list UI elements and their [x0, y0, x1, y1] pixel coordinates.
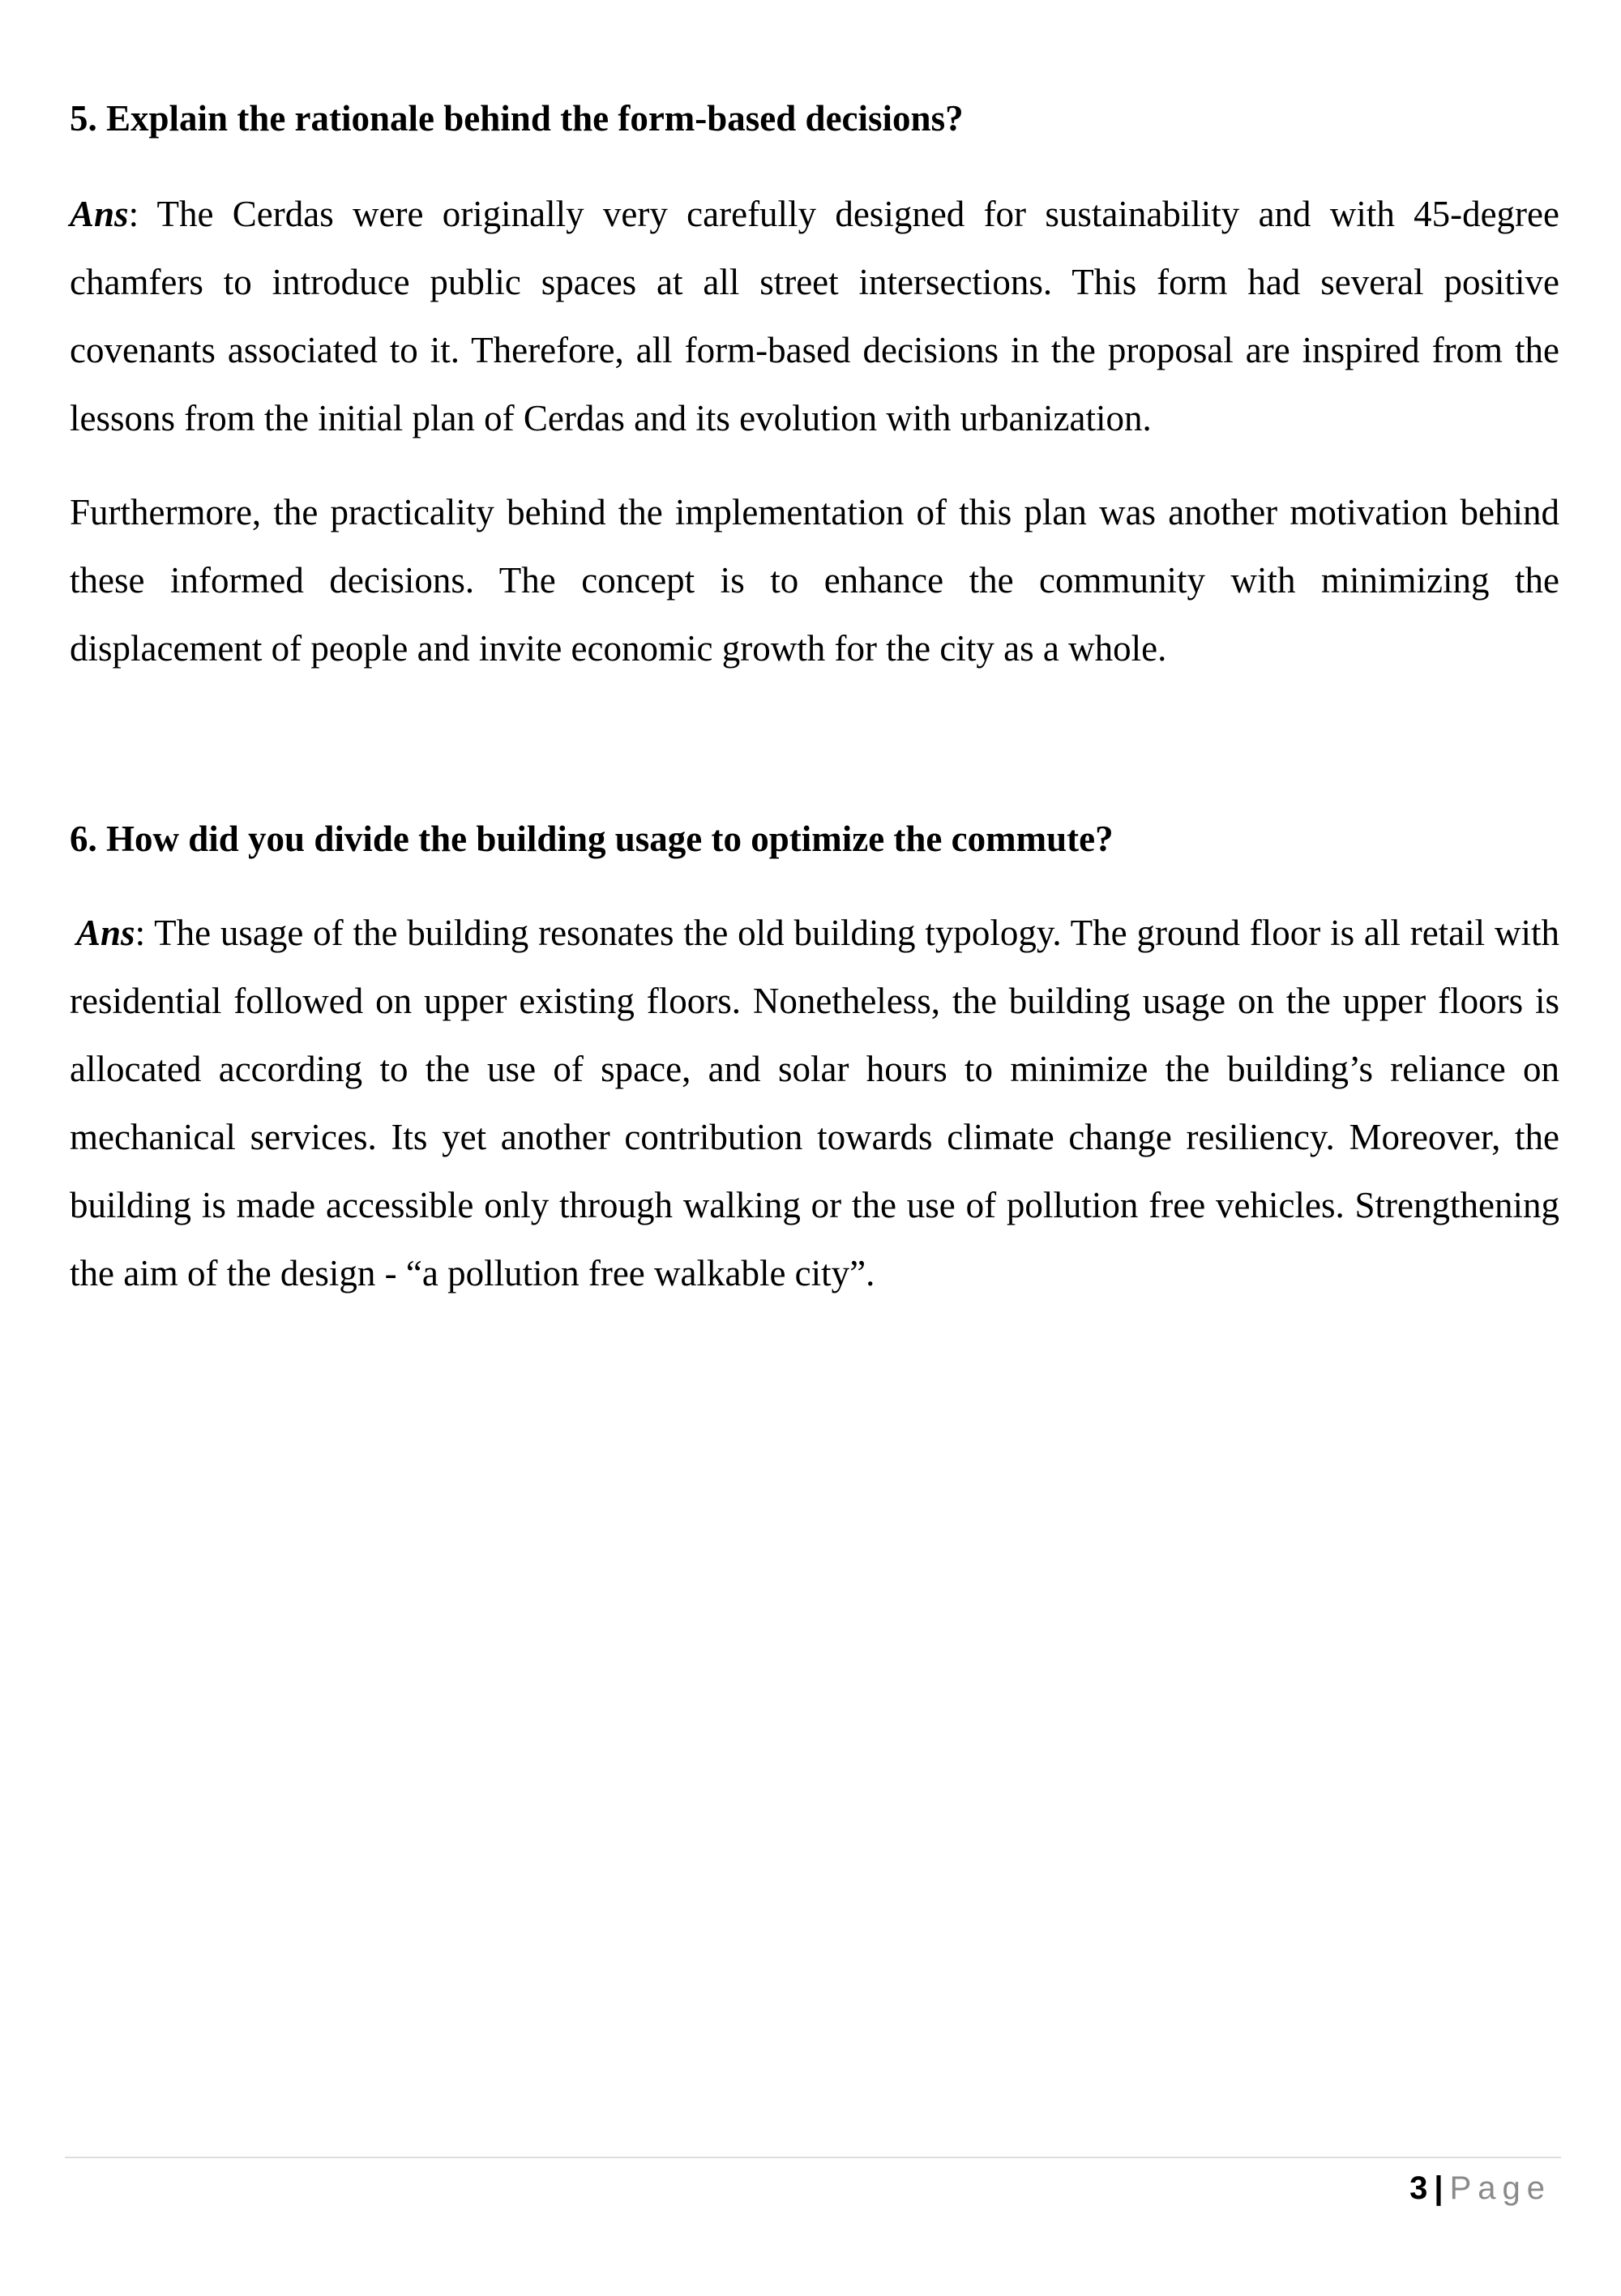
page-footer: [1409, 2166, 1551, 2211]
footer-separator: |: [1434, 2170, 1444, 2206]
page-label: Page: [1449, 2170, 1551, 2206]
answer-6-text-1: : The usage of the building resonates the old building typology. The ground floor is all retail with residential followed on upper existing floors. Nonetheless, the building usage on the upper floors is allocated according to the use of space, and solar hours to minimize the building’s reliance on mechanical services. Its yet another contribution towards climate change resiliency. Moreover, the building is made accessible only through walking or the use of pollution free vehicles. Strengthening the aim of the design - “a pollution free walkable city”.: [70, 913, 1559, 1293]
question-5-heading: 5. Explain the rationale behind the form-based decisions?: [70, 98, 964, 139]
answer-5-text-1: : The Cerdas were originally very carefully designed for sustainability and with 45-degree chamfers to introduce public spaces at all street intersections. This form had several positive covenants associated to it. Therefore, all form-based decisions in the proposal are inspired from the lessons from the initial plan of Cerdas and its evolution with urbanization.: [70, 194, 1559, 438]
ans-label: Ans: [76, 913, 135, 953]
question-6-heading: 6. How did you divide the building usage to optimize the commute?: [70, 819, 1114, 859]
footer-divider: [65, 2157, 1561, 2158]
page-number: 3: [1409, 2170, 1428, 2206]
answer-5-paragraph-2: Furthermore, the practicality behind the implementation of this plan was another motivation behind these informed decisions. The concept is to enhance the community with minimizing the displacement of people and invite economic growth for the city as a whole.: [70, 492, 1559, 669]
ans-label: Ans: [70, 194, 129, 234]
answer-6-paragraph-1: [70, 899, 1559, 1307]
answer-5-paragraph-1: [70, 180, 1559, 452]
